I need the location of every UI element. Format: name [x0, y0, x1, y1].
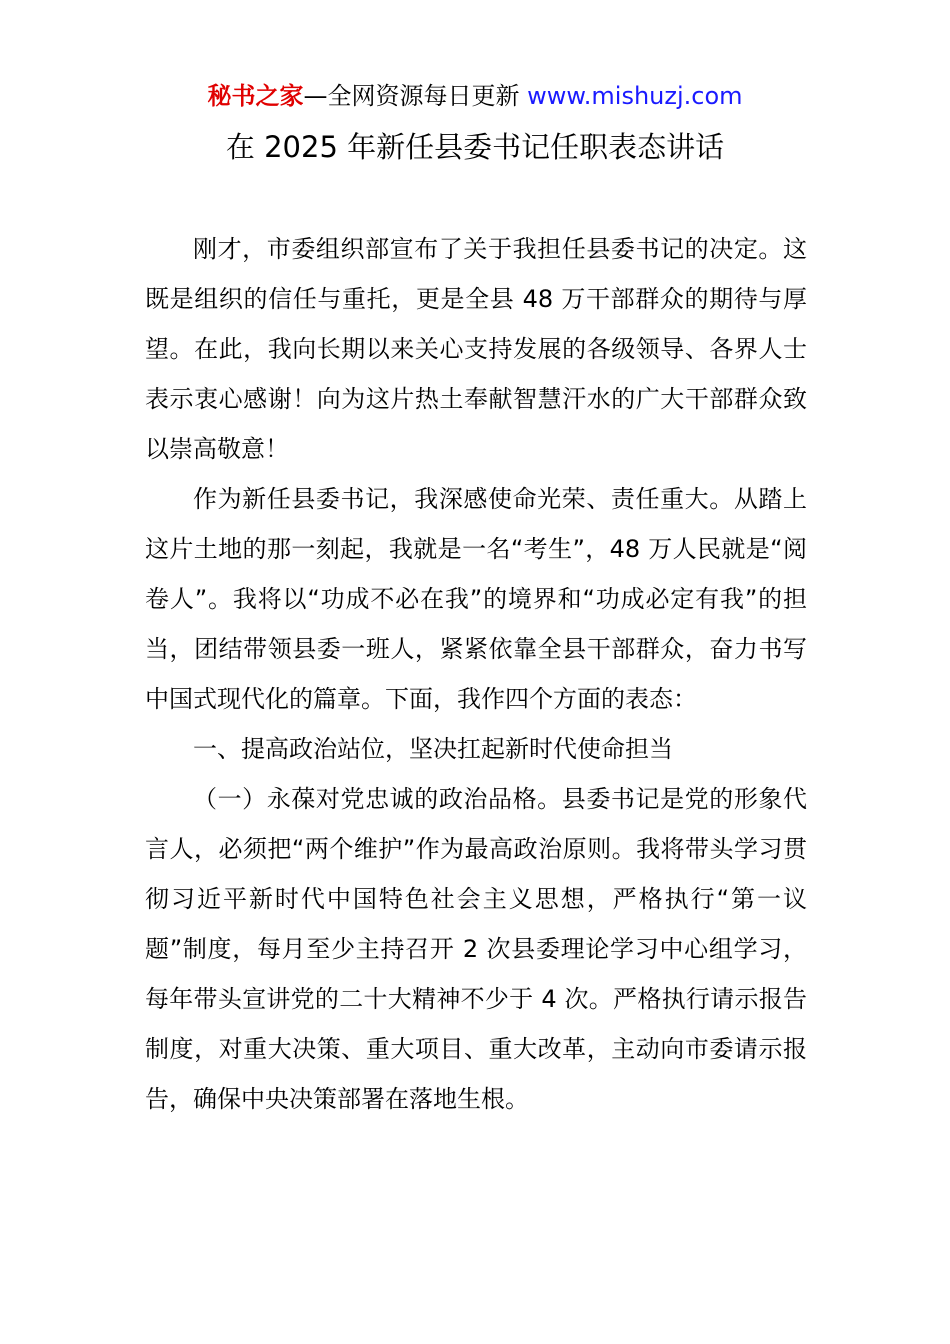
brand-name: 秘书之家 — [207, 82, 304, 110]
document-body — [145, 224, 807, 1124]
section-heading-1: 一、提高政治站位，坚决扛起新时代使命担当 — [193, 735, 673, 763]
site-url-link[interactable]: www.mishuzj.com — [527, 82, 743, 110]
header-tagline: —全网资源每日更新 — [303, 82, 528, 110]
paragraph-subsection-1: （一）永葆对党忠诚的政治品格。县委书记是党的形象代言人，必须把“两个维护”作为最高政治原则。我将带头学习贯彻习近平新时代中国特色社会主义思想，严格执行“第一议题”制度，每月至少主持召开 2 次县委理论学习中心组学习，每年带头宣讲党的二十大精神不少于 4 次。严格执行请示报告制度，对重大决策、重大项目、重大改革，主动向市委请示报告，确保中央决策部署在落地生根。 — [145, 785, 807, 1113]
paragraph-intro: 刚才，市委组织部宣布了关于我担任县委书记的决定。这既是组织的信任与重托，更是全县 48 万干部群众的期待与厚望。在此，我向长期以来关心支持发展的各级领导、各界人士表示衷心感谢！向为这片热土奉献智慧汗水的广大干部群众致以崇高敬意！ — [145, 235, 807, 463]
paragraph-commitment: 作为新任县委书记，我深感使命光荣、责任重大。从踏上这片土地的那一刻起，我就是一名“考生”，48 万人民就是“阅卷人”。我将以“功成不必在我”的境界和“功成必定有我”的担当，团结带领县委一班人，紧紧依靠全县干部群众，奋力书写中国式现代化的篇章。下面，我作四个方面的表态： — [145, 485, 807, 713]
document-title: 在 2025 年新任县委书记任职表态讲话 — [225, 130, 725, 164]
site-header — [0, 80, 950, 112]
